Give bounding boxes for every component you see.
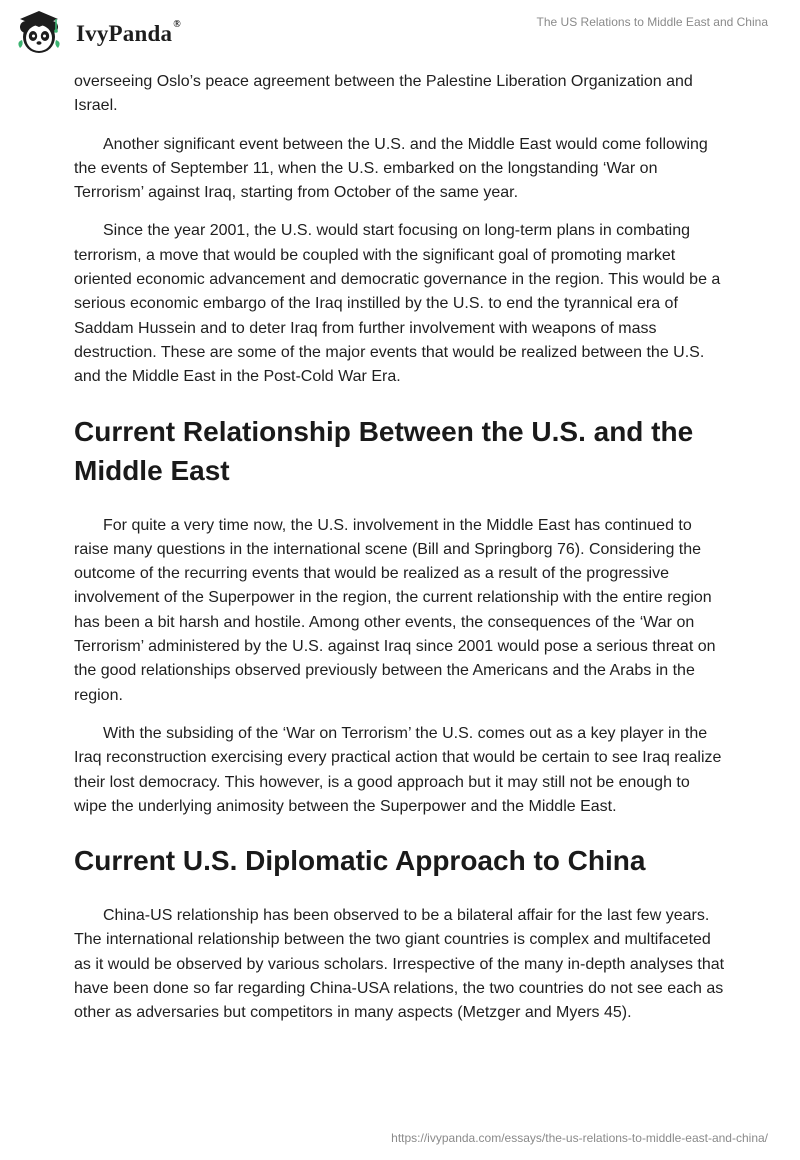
page-header [0, 0, 800, 66]
page-title: The US Relations to Middle East and China [536, 15, 768, 29]
ivypanda-logo[interactable] [14, 8, 181, 58]
registered-mark: ® [173, 19, 181, 30]
source-url[interactable]: https://ivypanda.com/essays/the-us-relations-to-middle-east-and-china/ [391, 1131, 768, 1145]
logo-text: IvyPanda [76, 21, 173, 46]
section-heading-china: Current U.S. Diplomatic Approach to China [74, 845, 646, 877]
paragraph: With the subsiding of the ‘War on Terrorism’ the U.S. comes out as a key player in the Iraq reconstruction exercising every practical action that would be certain to see Iraq realize their lost democracy. This however, is a good approach but it may still not be enough to wipe the underlying animosity between the Superpower and the Middle East. [74, 724, 722, 815]
paragraph: Since the year 2001, the U.S. would start focusing on long-term plans in combating terrorism, a move that would be coupled with the significant goal of promoting market oriented economic advancement and democratic governance in the region. This would be a serious economic embargo of the Iraq instilled by the U.S. to end the tyrannical era of Saddam Hussein and to deter Iraq from further involvement with weapons of mass destruction. These are some of the major events that would be realized between the U.S. and the Middle East in the Post-Cold War Era. [74, 222, 721, 386]
essay-content [74, 70, 726, 1040]
paragraph: Another significant event between the U.S. and the Middle East would come following the events of September 11, when the U.S. embarked on the longstanding ‘War on Terrorism’ against Iraq, starting from October of the same year. [74, 135, 708, 202]
paragraph: China-US relationship has been observed to be a bilateral affair for the last few years. The international relationship between the two giant countries is complex and multifaceted as it would be observed by various scholars. Irrespective of the many in-depth analyses that have been done so far regarding China-USA relations, the two countries do not see each as other as adversaries but competitors in many aspects (Metzger and Myers 45). [74, 907, 725, 1022]
paragraph: For quite a very time now, the U.S. involvement in the Middle East has continued to raise many questions in the international scene (Bill and Springborg 76). Considering the outcome of the recurring events that would be realized as a result of the progressive involvement of the Superpower in the region, the current relationship with the entire region has been a bit harsh and hostile. Among other events, the consequences of the ‘War on Terrorism’ administered by the U.S. against Iraq since 2001 would pose a serious threat on the good relationships observed previously between the Americans and the Arabs in the region. [74, 516, 716, 704]
paragraph: overseeing Oslo’s peace agreement between the Palestine Liberation Organization and Israel. [74, 73, 693, 115]
logo-wordmark [76, 21, 181, 47]
panda-graduate-icon [14, 8, 64, 58]
section-heading-current-relationship: Current Relationship Between the U.S. and the Middle East [74, 415, 694, 486]
